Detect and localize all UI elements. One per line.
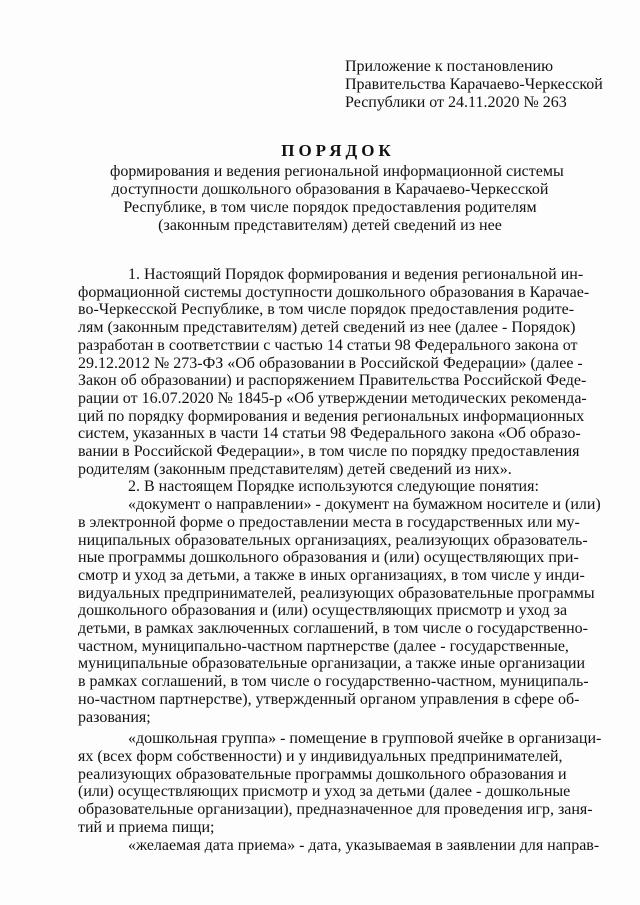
- text-line: ций по порядку формирования и ведения региональных информационных: [78, 407, 585, 425]
- appendix-header: [345, 58, 630, 112]
- text-line: но-частном партнерстве), утвержденный органом управления в сфере об-: [78, 690, 580, 708]
- text-line: Закон об образовании) и распоряжением Правительства Российской Феде-: [78, 372, 587, 390]
- text-line: формационной системы доступности дошкольного образования в Карачае-: [78, 283, 590, 301]
- document-subtitle: [110, 163, 564, 235]
- text-line: разработан в соответствии с частью 14 статьи 98 Федерального закона от: [78, 336, 578, 354]
- text-line: родителям (законным представителям) детей сведений из них».: [78, 460, 512, 478]
- text-line: видуальных предпринимателей, реализующих образовательные программы: [78, 584, 595, 602]
- text-line: тий и приема пищи;: [78, 818, 215, 836]
- subtitle-line: (законным представителям) детей сведений из нее: [158, 217, 502, 234]
- text-line: во-Черкесской Республике, в том числе порядок предоставления родите-: [78, 301, 575, 319]
- text-line: разования;: [78, 708, 151, 726]
- text-line: ниципальных образовательных организациях, реализующих образователь-: [78, 531, 588, 549]
- text-line: лям (законным представителям) детей сведений из нее (далее - Порядок): [78, 319, 576, 337]
- paragraph-3: [78, 496, 618, 726]
- text-line: реализующих образовательные программы дошкольного образования и: [78, 765, 567, 783]
- text-line: образовательные организации), предназначенное для проведения игр, заня-: [78, 801, 593, 819]
- text-line: дошкольного образования и (или) осуществляющих присмотр и уход за: [78, 602, 568, 620]
- text-line: вании в Российской Федерации», в том числе по порядку предоставления: [78, 443, 580, 461]
- text-line: рации от 16.07.2020 № 1845-р «Об утверждении методических рекоменда-: [78, 389, 587, 407]
- text-line: «дошкольная группа» - помещение в групповой ячейке в организаци-: [128, 730, 602, 748]
- subtitle-line: формирования и ведения региональной информационной системы: [110, 163, 564, 180]
- text-line: систем, указанных в части 14 статьи 98 Федерального закона «Об образо-: [78, 425, 581, 443]
- text-line: «желаемая дата приема» - дата, указываемая в заявлении для направ-: [128, 836, 600, 854]
- appendix-line: Правительства Карачаево-Черкесской: [345, 76, 603, 93]
- appendix-line: Республики от 24.11.2020 № 263: [345, 94, 567, 111]
- document-title: ПОРЯДОК: [281, 141, 395, 160]
- text-line: муниципальные образовательные организации, а также иные организации: [78, 655, 586, 673]
- document-body: [78, 266, 618, 854]
- paragraph-1: [78, 266, 618, 478]
- subtitle-line: Республике, в том числе порядок предоставления родителям: [123, 199, 537, 216]
- text-line: (или) осуществляющих присмотр и уход за детьми (далее - дошкольные: [78, 783, 571, 801]
- paragraph-4: [78, 730, 618, 836]
- text-line: смотр и уход за детьми, а также в иных организациях, в том числе у инди-: [78, 566, 585, 584]
- paragraph-5: [78, 837, 618, 855]
- text-line: частном, муниципально-частном партнерстве (далее - государственные,: [78, 637, 569, 655]
- text-line: 29.12.2012 № 273-ФЗ «Об образовании в Российской Федерации» (далее -: [78, 354, 583, 372]
- paragraph-2: [78, 478, 618, 496]
- appendix-line: Приложение к постановлению: [345, 58, 554, 75]
- text-line: ях (всех форм собственности) и у индивидуальных предпринимателей,: [78, 747, 563, 765]
- text-line: в рамках соглашений, в том числе о государственно-частном, муниципаль-: [78, 673, 589, 691]
- subtitle-line: доступности дошкольного образования в Карачаево-Черкесской: [111, 181, 549, 198]
- text-line: 1. Настоящий Порядок формирования и ведения региональной ин-: [128, 266, 584, 283]
- text-line: 2. В настоящем Порядке используются следующие понятия:: [128, 478, 539, 496]
- text-line: «документ о направлении» - документ на бумажном носителе и (или): [128, 496, 601, 514]
- text-line: ные программы дошкольного образования и (или) осуществляющих при-: [78, 549, 579, 567]
- text-line: в электронной форме о предоставлении места в государственных или му-: [78, 513, 580, 531]
- text-line: детьми, в рамках заключенных соглашений, в том числе о государственно-: [78, 620, 588, 638]
